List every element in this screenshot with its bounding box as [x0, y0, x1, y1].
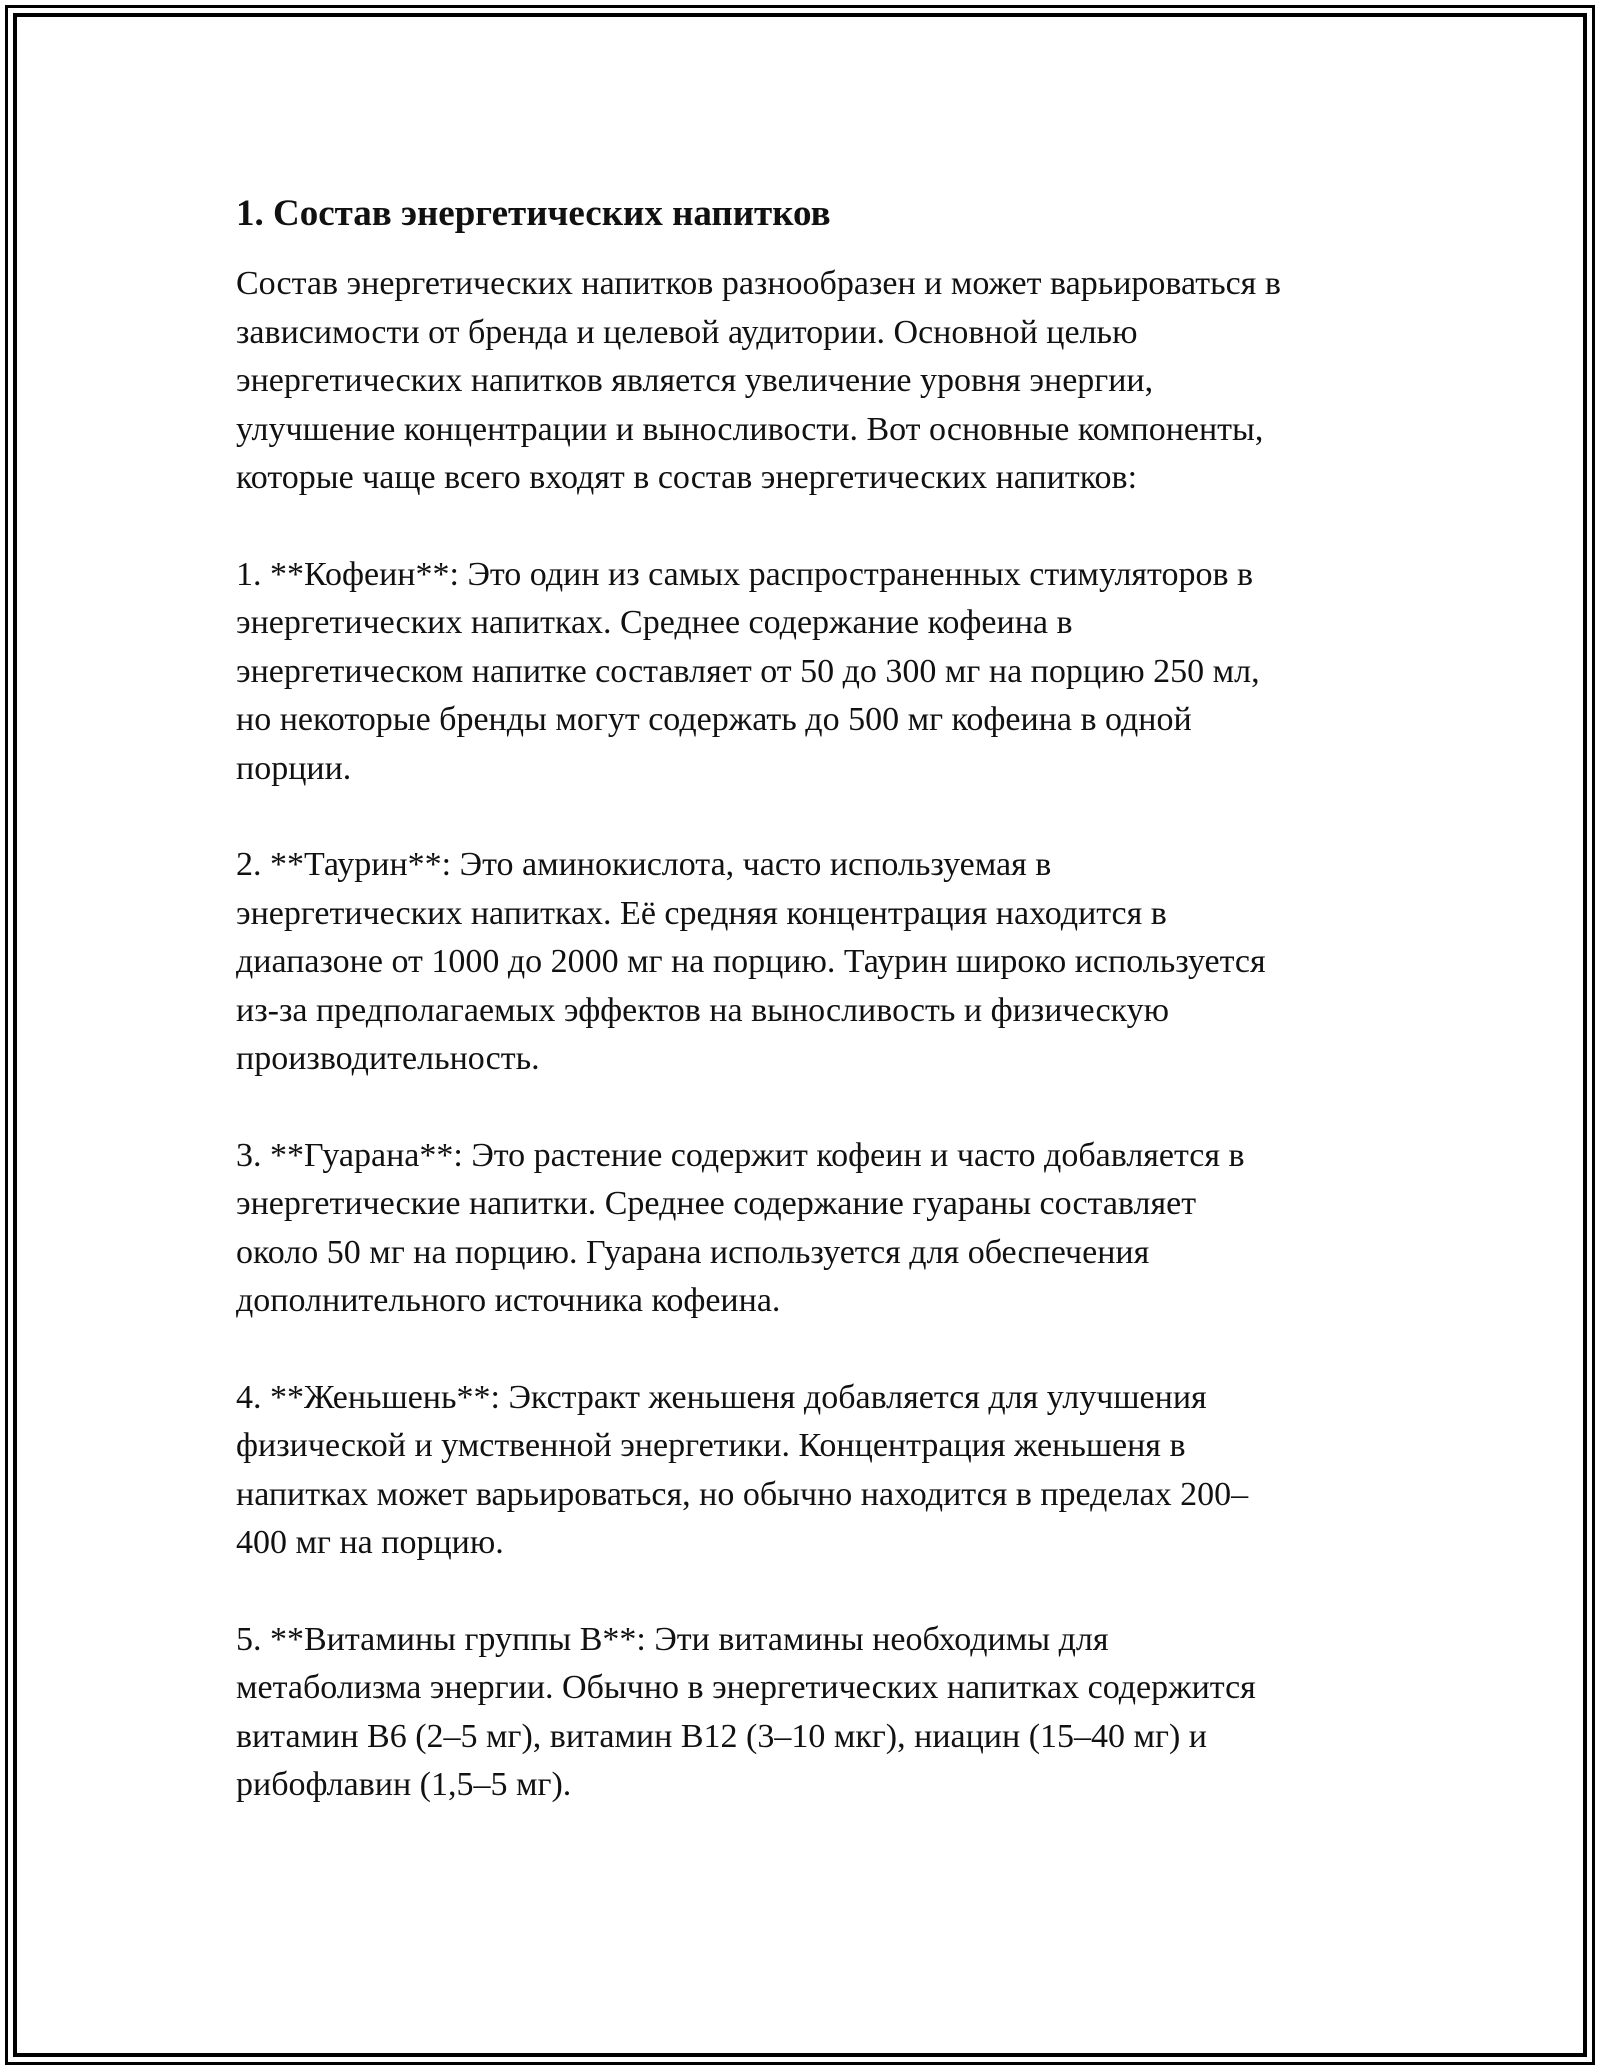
intro-line: улучшение концентрации и выносливости. Вот основные компоненты,: [236, 410, 1264, 448]
list-item-line: 4. **Женьшень**: Экстракт женьшеня добавляется для улучшения: [236, 1378, 1207, 1416]
list-item-line: порции.: [236, 749, 352, 787]
list-item-line: энергетических напитках. Её средняя концентрация находится в: [236, 894, 1167, 932]
list-item-line: около 50 мг на порцию. Гуарана используется для обеспечения: [236, 1233, 1150, 1271]
list-item-line: энергетическом напитке составляет от 50 до 300 мг на порцию 250 мл,: [236, 652, 1260, 690]
list-item-line: физической и умственной энергетики. Концентрация женьшеня в: [236, 1427, 1186, 1464]
list-item-line: 400 мг на порцию.: [236, 1524, 504, 1561]
list-item-line: из-за предполагаемых эффектов на выносливость и физическую: [236, 991, 1169, 1029]
document-body: [236, 188, 1376, 1810]
list-item-line: метаболизма энергии. Обычно в энергетических напитках содержится: [236, 1669, 1256, 1706]
list-item-line: 2. **Таурин**: Это аминокислота, часто используемая в: [236, 846, 1052, 883]
list-item-line: 5. **Витамины группы B**: Эти витамины необходимы для: [236, 1620, 1109, 1658]
intro-paragraph: [236, 260, 1376, 503]
list-item-line: напитках может варьироваться, но обычно находится в пределах 200–: [236, 1475, 1249, 1513]
list-item-caffeine: [236, 551, 1376, 794]
list-item-line: энергетических напитках. Среднее содержание кофеина в: [236, 604, 1073, 641]
list-item-line: производительность.: [236, 1040, 540, 1077]
intro-line: которые чаще всего входят в состав энергетических напитков:: [236, 459, 1138, 496]
list-item-line: диапазоне от 1000 до 2000 мг на порцию. Таурин широко используется: [236, 943, 1266, 980]
list-item-line: 3. **Гуарана**: Это растение содержит кофеин и часто добавляется в: [236, 1136, 1245, 1174]
intro-line: энергетических напитков является увеличение уровня энергии,: [236, 362, 1154, 399]
list-item-line: но некоторые бренды могут содержать до 500 мг кофеина в одной: [236, 701, 1192, 738]
list-item-ginseng: [236, 1374, 1376, 1568]
intro-line: Состав энергетических напитков разнообразен и может варьироваться в: [236, 265, 1281, 302]
list-item-guarana: [236, 1132, 1376, 1326]
list-item-taurine: [236, 841, 1376, 1084]
list-item-line: витамин B6 (2–5 мг), витамин B12 (3–10 мкг), ниацин (15–40 мг) и: [236, 1717, 1207, 1755]
list-item-b-vitamins: [236, 1616, 1376, 1810]
intro-line: зависимости от бренда и целевой аудитории. Основной целью: [236, 313, 1138, 351]
section-heading: 1. Состав энергетических напитков: [236, 193, 831, 234]
list-item-line: энергетические напитки. Среднее содержание гуараны составляет: [236, 1185, 1197, 1222]
list-item-line: дополнительного источника кофеина.: [236, 1282, 781, 1319]
list-item-line: рибофлавин (1,5–5 мг).: [236, 1766, 572, 1803]
list-item-line: 1. **Кофеин**: Это один из самых распространенных стимуляторов в: [236, 555, 1254, 593]
